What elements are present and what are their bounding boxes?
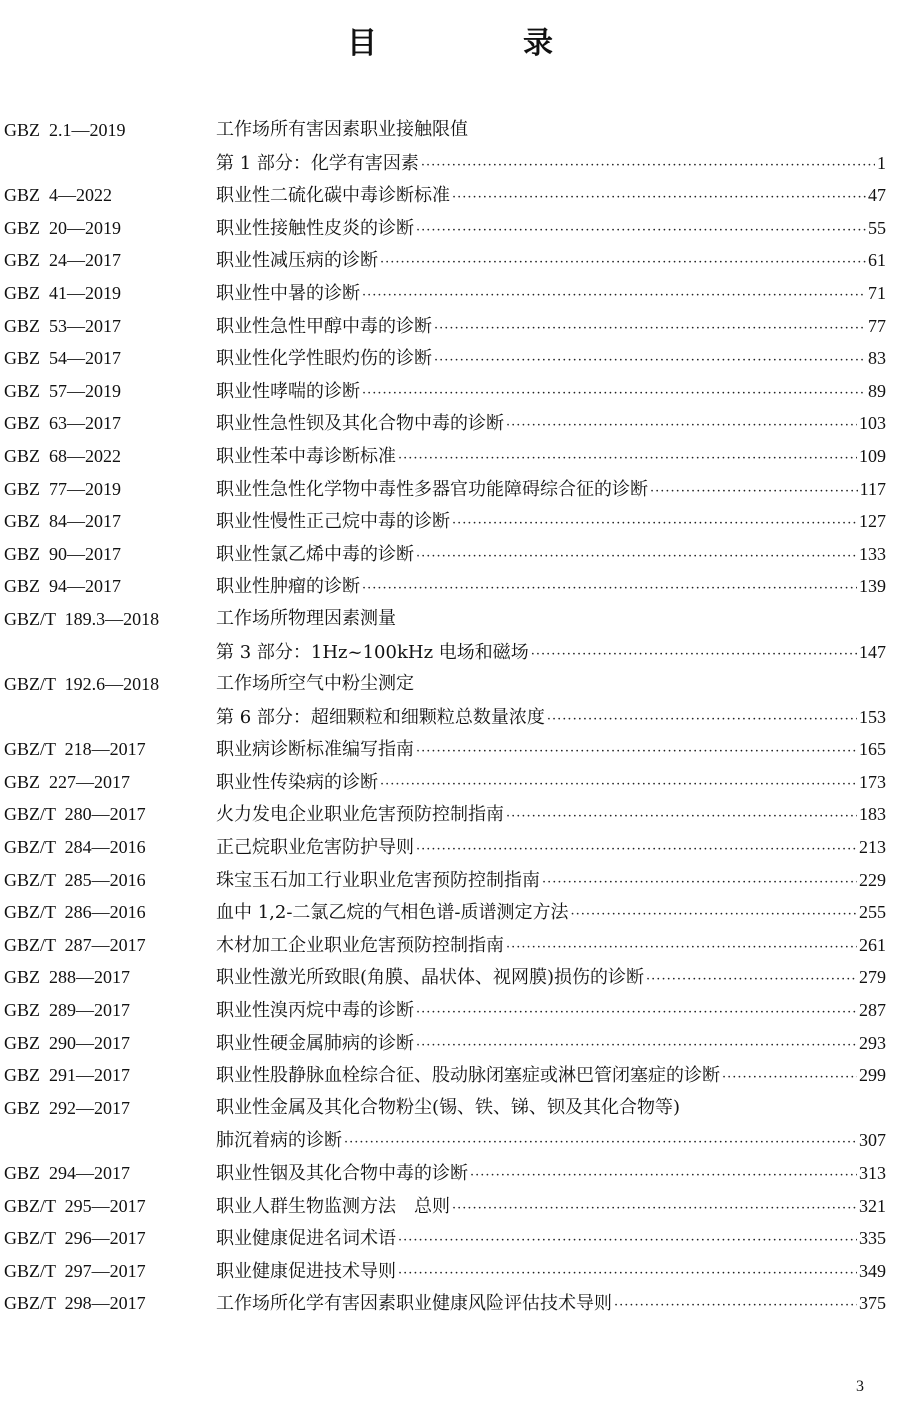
entry-title: 正己烷职业危害防护导则 <box>216 837 414 859</box>
entry-page-number: 213 <box>859 837 886 858</box>
entry-title: 第 6 部分：超细颗粒和细颗粒总数量浓度 <box>216 706 545 728</box>
dot-leader <box>380 247 866 280</box>
entry-title: 第 1 部分：化学有害因素 <box>216 152 419 174</box>
standard-code: GBZ 94—2017 <box>4 576 121 597</box>
toc-entry-link[interactable] <box>216 1027 886 1063</box>
standard-code: GBZ 53—2017 <box>4 315 121 336</box>
toc-entry-link[interactable] <box>216 1255 886 1291</box>
dot-leader <box>452 508 857 541</box>
toc-entry-link[interactable] <box>216 114 886 147</box>
entry-title: 职业性哮喘的诊断 <box>216 380 360 402</box>
toc-row <box>0 407 900 440</box>
toc-row <box>0 636 900 669</box>
standard-code: GBZ 90—2017 <box>4 543 121 564</box>
entry-title: 职业性肿瘤的诊断 <box>216 576 360 598</box>
toc-entry-link[interactable] <box>216 994 886 1030</box>
standard-code: GBZ 24—2017 <box>4 250 121 271</box>
toc-row <box>0 701 900 734</box>
toc-entry-link[interactable] <box>216 1190 886 1226</box>
entry-title: 珠宝玉石加工行业职业危害预防控制指南 <box>216 869 540 891</box>
entry-title: 职业性硬金属肺病的诊断 <box>216 1032 414 1054</box>
entry-page-number: 279 <box>859 967 886 988</box>
toc-row <box>0 179 900 212</box>
entry-title: 职业性急性化学物中毒性多器官功能障碍综合征的诊断 <box>216 478 648 500</box>
standard-code: GBZ/T 189.3—2018 <box>4 608 160 629</box>
dot-leader <box>380 769 857 802</box>
toc-entry-link[interactable] <box>216 1287 886 1323</box>
dot-leader <box>506 410 857 443</box>
standard-code: GBZ 227—2017 <box>4 771 130 792</box>
table-of-contents <box>0 114 900 1320</box>
dot-leader <box>452 182 866 215</box>
dot-leader <box>452 1193 857 1226</box>
dot-leader <box>421 150 875 183</box>
dot-leader <box>362 280 866 313</box>
dot-leader <box>416 1030 857 1063</box>
toc-entry-link[interactable] <box>216 766 886 802</box>
standard-code: GBZ 292—2017 <box>4 1097 130 1118</box>
standard-code: GBZ 294—2017 <box>4 1163 130 1183</box>
standard-code: GBZ/T 295—2017 <box>4 1195 146 1216</box>
entry-title: 工作场所物理因素测量 <box>216 607 396 629</box>
standard-code: GBZ/T 192.6—2018 <box>4 674 160 695</box>
dot-leader <box>362 573 857 606</box>
entry-title: 职业性减压病的诊断 <box>216 250 378 272</box>
entry-page-number: 173 <box>859 771 886 792</box>
toc-entry-link[interactable] <box>216 701 886 737</box>
toc-row <box>0 668 900 701</box>
dot-leader <box>416 834 857 867</box>
toc-row <box>0 1222 900 1255</box>
toc-entry-link[interactable] <box>216 1222 886 1258</box>
toc-row <box>0 538 900 571</box>
entry-title: 职业性中暑的诊断 <box>216 282 360 304</box>
toc-row <box>0 244 900 277</box>
entry-title: 职业性苯中毒诊断标准 <box>216 445 396 467</box>
entry-title: 第 3 部分：1Hz~100kHz 电场和磁场 <box>216 641 529 663</box>
entry-page-number: 71 <box>868 282 886 303</box>
entry-title: 肺沉着病的诊断 <box>216 1130 342 1152</box>
standard-code: GBZ/T 298—2017 <box>4 1293 146 1314</box>
toc-entry-link[interactable] <box>216 1092 886 1125</box>
toc-row <box>0 1157 900 1190</box>
entry-page-number: 117 <box>859 478 886 499</box>
toc-entry-link[interactable] <box>216 570 886 606</box>
entry-title: 职业性金属及其化合物粉尘(锡、铁、锑、钡及其化合物等) <box>216 1096 681 1118</box>
toc-row <box>0 1190 900 1223</box>
toc-entry-link[interactable] <box>216 473 886 509</box>
toc-entry-link[interactable] <box>216 864 886 900</box>
toc-row <box>0 1027 900 1060</box>
entry-title: 职业性接触性皮炎的诊断 <box>216 217 414 239</box>
entry-title: 工作场所化学有害因素职业健康风险评估技术导则 <box>216 1293 612 1315</box>
toc-row <box>0 440 900 473</box>
entry-title: 工作场所有害因素职业接触限值 <box>216 119 468 140</box>
entry-page-number: 293 <box>859 1032 886 1053</box>
toc-row <box>0 1124 900 1157</box>
toc-entry-link[interactable] <box>216 798 886 834</box>
dot-leader <box>398 1225 857 1258</box>
toc-row <box>0 212 900 245</box>
toc-entry-link[interactable] <box>216 538 886 574</box>
dot-leader <box>416 541 857 574</box>
standard-code: GBZ/T 285—2016 <box>4 869 146 890</box>
toc-row <box>0 1059 900 1092</box>
dot-leader <box>470 1160 857 1193</box>
toc-entry-link[interactable] <box>216 179 886 215</box>
entry-page-number: 139 <box>859 576 886 597</box>
toc-row <box>0 1092 900 1125</box>
dot-leader <box>416 997 857 1030</box>
toc-row <box>0 896 900 929</box>
standard-code: GBZ 68—2022 <box>4 445 121 466</box>
entry-title: 职业健康促进名词术语 <box>216 1228 396 1250</box>
entry-page-number: 165 <box>859 739 886 760</box>
entry-page-number: 287 <box>859 1000 886 1021</box>
toc-row <box>0 114 900 147</box>
entry-title: 职业性慢性正己烷中毒的诊断 <box>216 511 450 533</box>
dot-leader <box>416 215 866 248</box>
entry-page-number: 133 <box>859 543 886 564</box>
toc-row <box>0 603 900 636</box>
toc-entry-link[interactable] <box>216 603 886 636</box>
standard-code: GBZ 4—2022 <box>4 185 112 206</box>
entry-title: 职业性传染病的诊断 <box>216 771 378 793</box>
toc-entry-link[interactable] <box>216 505 886 541</box>
entry-page-number: 255 <box>859 902 886 923</box>
page-title: 目 录 <box>347 26 611 61</box>
entry-title: 职业健康促进技术导则 <box>216 1260 396 1282</box>
entry-title: 职业性化学性眼灼伤的诊断 <box>216 348 432 370</box>
standard-code: GBZ/T 280—2017 <box>4 804 146 825</box>
standard-code: GBZ 63—2017 <box>4 413 121 434</box>
toc-entry-link[interactable] <box>216 636 886 672</box>
standard-code: GBZ 291—2017 <box>4 1065 130 1086</box>
entry-title: 职业性氯乙烯中毒的诊断 <box>216 543 414 565</box>
standard-code: GBZ/T 287—2017 <box>4 934 146 955</box>
toc-row <box>0 766 900 799</box>
entry-page-number: 261 <box>859 934 886 955</box>
standard-code: GBZ 20—2019 <box>4 217 121 238</box>
toc-entry-link[interactable] <box>216 147 886 183</box>
entry-title: 职业人群生物监测方法 总则 <box>216 1195 450 1217</box>
dot-leader <box>434 313 866 346</box>
dot-leader <box>531 639 857 672</box>
toc-entry-link[interactable] <box>216 961 886 997</box>
dot-leader <box>398 1258 857 1291</box>
entry-page-number: 47 <box>868 185 886 206</box>
standard-code: GBZ 289—2017 <box>4 1000 130 1021</box>
toc-row <box>0 864 900 897</box>
entry-page-number: 89 <box>868 380 886 401</box>
entry-title: 职业病诊断标准编写指南 <box>216 739 414 761</box>
entry-page-number: 375 <box>859 1293 886 1314</box>
entry-page-number: 321 <box>859 1195 886 1216</box>
entry-title: 血中 1,2-二氯乙烷的气相色谱-质谱测定方法 <box>216 902 569 924</box>
standard-code: GBZ 288—2017 <box>4 967 130 988</box>
entry-page-number: 127 <box>859 511 886 532</box>
standard-code: GBZ/T 286—2016 <box>4 902 146 923</box>
entry-page-number: 77 <box>868 315 886 336</box>
toc-entry-link[interactable] <box>216 1124 886 1160</box>
toc-entry-link[interactable] <box>216 1059 886 1095</box>
standard-code: GBZ/T 284—2016 <box>4 837 146 858</box>
standard-code: GBZ 77—2019 <box>4 478 121 499</box>
dot-leader <box>547 704 857 737</box>
entry-page-number: 229 <box>859 869 886 890</box>
toc-row <box>0 961 900 994</box>
dot-leader <box>506 801 857 834</box>
toc-row <box>0 929 900 962</box>
toc-entry-link[interactable] <box>216 896 886 932</box>
entry-page-number: 61 <box>868 250 886 271</box>
toc-entry-link[interactable] <box>216 668 886 701</box>
entry-title: 职业性二硫化碳中毒诊断标准 <box>216 185 450 207</box>
toc-row <box>0 277 900 310</box>
entry-title: 木材加工企业职业危害预防控制指南 <box>216 934 504 956</box>
entry-title: 职业性股静脉血栓综合征、股动脉闭塞症或淋巴管闭塞症的诊断 <box>216 1065 720 1087</box>
entry-page-number: 103 <box>859 413 886 434</box>
entry-page-number: 313 <box>859 1163 886 1183</box>
entry-page-number: 55 <box>868 217 886 238</box>
toc-entry-link[interactable] <box>216 831 886 867</box>
toc-entry-link[interactable] <box>216 733 886 769</box>
entry-title: 职业性急性甲醇中毒的诊断 <box>216 315 432 337</box>
entry-title: 职业性激光所致眼(角膜、晶状体、视网膜)损伤的诊断 <box>216 967 645 989</box>
dot-leader <box>344 1127 857 1160</box>
toc-row <box>0 375 900 408</box>
toc-entry-link[interactable] <box>216 212 886 248</box>
page-number: 3 <box>856 1378 864 1395</box>
toc-row <box>0 505 900 538</box>
toc-entry-link[interactable] <box>216 929 886 965</box>
entry-page-number: 299 <box>859 1065 886 1086</box>
toc-entry-link[interactable] <box>216 407 886 443</box>
entry-page-number: 307 <box>859 1130 886 1151</box>
toc-row <box>0 1255 900 1288</box>
entry-page-number: 349 <box>859 1260 886 1281</box>
standard-code: GBZ 57—2019 <box>4 380 121 401</box>
toc-row <box>0 798 900 831</box>
toc-entry-link[interactable] <box>216 440 886 476</box>
dot-leader <box>646 964 857 997</box>
dot-leader <box>614 1290 857 1323</box>
entry-title: 职业性溴丙烷中毒的诊断 <box>216 1000 414 1022</box>
entry-page-number: 109 <box>859 445 886 466</box>
toc-row <box>0 994 900 1027</box>
entry-title: 火力发电企业职业危害预防控制指南 <box>216 804 504 826</box>
dot-leader <box>398 443 857 476</box>
toc-row <box>0 147 900 180</box>
entry-page-number: 335 <box>859 1228 886 1249</box>
toc-entry-link[interactable] <box>216 310 886 346</box>
entry-title: 职业性急性钡及其化合物中毒的诊断 <box>216 413 504 435</box>
toc-row <box>0 473 900 506</box>
toc-entry-link[interactable] <box>216 277 886 313</box>
standard-code: GBZ 290—2017 <box>4 1032 130 1053</box>
dot-leader <box>362 378 866 411</box>
entry-page-number: 83 <box>868 348 886 369</box>
toc-entry-link[interactable] <box>216 342 886 378</box>
toc-row <box>0 831 900 864</box>
dot-leader <box>722 1062 857 1095</box>
dot-leader <box>434 345 866 378</box>
standard-code: GBZ 2.1—2019 <box>4 120 126 140</box>
toc-row <box>0 342 900 375</box>
toc-row <box>0 310 900 343</box>
entry-page-number: 153 <box>859 706 886 727</box>
standard-code: GBZ 41—2019 <box>4 282 121 303</box>
entry-page-number: 147 <box>859 641 886 662</box>
standard-code: GBZ 54—2017 <box>4 348 121 369</box>
dot-leader <box>571 899 857 932</box>
dot-leader <box>506 932 857 965</box>
dot-leader <box>650 476 858 509</box>
toc-row <box>0 570 900 603</box>
toc-entry-link[interactable] <box>216 1157 886 1193</box>
toc-entry-link[interactable] <box>216 375 886 411</box>
standard-code: GBZ/T 297—2017 <box>4 1260 146 1281</box>
toc-row <box>0 1287 900 1320</box>
toc-entry-link[interactable] <box>216 244 886 280</box>
entry-title: 工作场所空气中粉尘测定 <box>216 673 414 695</box>
entry-page-number: 1 <box>877 152 886 173</box>
dot-leader <box>542 867 857 900</box>
entry-page-number: 183 <box>859 804 886 825</box>
dot-leader <box>416 736 857 769</box>
standard-code: GBZ/T 218—2017 <box>4 739 146 760</box>
entry-title: 职业性铟及其化合物中毒的诊断 <box>216 1163 468 1184</box>
standard-code: GBZ/T 296—2017 <box>4 1228 146 1249</box>
toc-row <box>0 733 900 766</box>
standard-code: GBZ 84—2017 <box>4 511 121 532</box>
